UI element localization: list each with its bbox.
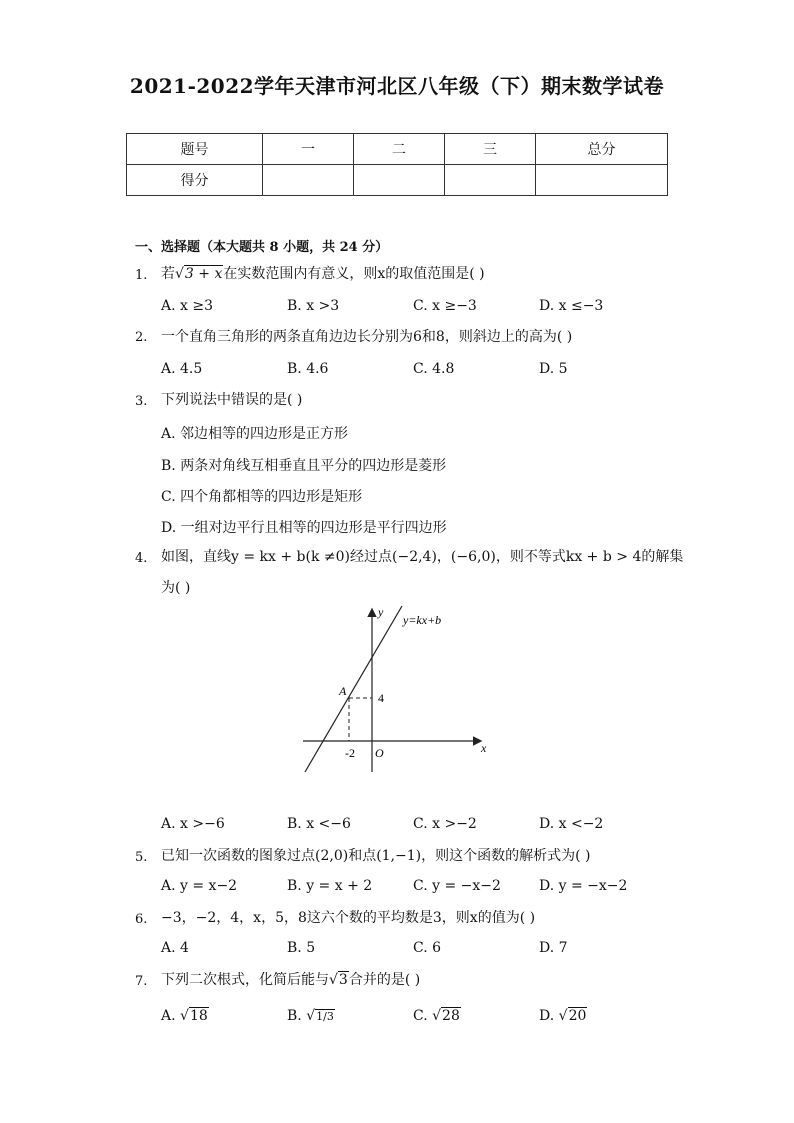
- table-cell: 得分: [127, 165, 263, 196]
- table-row: [127, 165, 668, 196]
- option-c: C. y = −x−2: [413, 878, 501, 894]
- sqrt-symbol: √28: [432, 1008, 460, 1024]
- question-text-pre: 若: [161, 266, 175, 282]
- option-a: A. x >−6: [161, 816, 225, 832]
- option-c: C. x >−2: [413, 816, 477, 832]
- radicand: 28: [442, 1008, 460, 1024]
- question-text: −3，−2，4，x，5，8这六个数的平均数是3，则x的值为( ): [161, 910, 536, 926]
- radicand: 1/3: [316, 1010, 334, 1023]
- option-a: A. y = x−2: [161, 878, 238, 894]
- option-d: [539, 1008, 587, 1024]
- table-cell: [354, 165, 445, 196]
- tick-label-x: -2: [345, 746, 355, 760]
- function-graph: [295, 600, 505, 780]
- question-text: [161, 970, 420, 990]
- option-c: C. 4.8: [413, 361, 455, 377]
- score-table: [126, 133, 668, 196]
- radicand: 18: [189, 1008, 208, 1024]
- question-text: 一个直角三角形的两条直角边边长分别为6和8，则斜边上的高为( ): [161, 329, 573, 345]
- option-b: B. 5: [287, 940, 316, 956]
- option-letter: D.: [539, 1008, 555, 1024]
- question-number: 1.: [135, 268, 148, 283]
- option-b: B. x <−6: [287, 816, 351, 832]
- option-d: D. y = −x−2: [539, 878, 628, 894]
- table-cell: [445, 165, 536, 196]
- table-cell: 题号: [127, 134, 263, 165]
- option-letter: A.: [161, 1008, 176, 1024]
- option-letter: C.: [413, 1008, 428, 1024]
- option-d: D. 一组对边平行且相等的四边形是平行四边形: [161, 520, 447, 536]
- table-row: [127, 134, 668, 165]
- option-c: C. x ≥−3: [413, 298, 477, 314]
- radicand: 3 + x: [184, 266, 223, 282]
- table-cell: 三: [445, 134, 536, 165]
- table-cell: 总分: [536, 134, 668, 165]
- x-axis-label: x: [481, 741, 487, 755]
- question-text: 已知一次函数的图象过点(2,0)和点(1,−1)，则这个函数的解析式为( ): [161, 848, 591, 864]
- tick-label-y: 4: [378, 691, 384, 705]
- option-d: D. 5: [539, 361, 568, 377]
- question-text-post: 合并的是( ): [348, 972, 421, 988]
- question-number: 4.: [135, 551, 148, 566]
- option-d: D. x ≤−3: [539, 298, 604, 314]
- table-cell: 一: [263, 134, 354, 165]
- option-a: A. 4.5: [161, 361, 203, 377]
- question-text-pre: 下列二次根式，化简后能与: [161, 972, 329, 988]
- sqrt-symbol: √1/3: [306, 1008, 334, 1024]
- option-b: B. 4.6: [287, 361, 329, 377]
- option-c: C. 四个角都相等的四边形是矩形: [161, 489, 363, 505]
- option-a: [161, 1008, 209, 1024]
- question-text: [161, 264, 485, 284]
- radicand: 20: [568, 1008, 587, 1024]
- sqrt-symbol: √18: [180, 1008, 208, 1024]
- question-number: 5.: [135, 850, 148, 865]
- line-label: y=kx+b: [403, 613, 442, 627]
- option-b: B. 两条对角线互相垂直且平分的四边形是菱形: [161, 458, 447, 474]
- option-letter: B.: [287, 1008, 302, 1024]
- table-cell: 二: [354, 134, 445, 165]
- question-text-cont: 为( ): [161, 580, 191, 596]
- question-text-post: 在实数范围内有意义，则x的取值范围是( ): [223, 266, 485, 282]
- option-b: B. x >3: [287, 298, 340, 314]
- y-axis-label: y: [378, 605, 384, 619]
- sqrt-symbol: √20: [558, 1008, 587, 1024]
- question-number: 7.: [135, 974, 148, 989]
- sqrt-symbol: √3: [329, 972, 348, 988]
- question-number: 3.: [135, 394, 148, 409]
- radicand: 3: [338, 972, 348, 988]
- option-b: [287, 1008, 335, 1024]
- section-heading: 一、选择题（本大题共 8 小题，共 24 分）: [135, 240, 389, 255]
- question-number: 2.: [135, 330, 148, 345]
- table-cell: [536, 165, 668, 196]
- page-title: 2021-2022学年天津市河北区八年级（下）期末数学试卷: [129, 74, 665, 98]
- question-text: 下列说法中错误的是( ): [161, 392, 303, 408]
- origin-label: O: [375, 746, 384, 760]
- option-c: [413, 1008, 461, 1024]
- sqrt-symbol: √3 + x: [175, 266, 223, 282]
- option-d: D. 7: [539, 940, 568, 956]
- option-a: A. 邻边相等的四边形是正方形: [161, 426, 349, 442]
- point-label: A: [339, 684, 347, 698]
- option-a: A. x ≥3: [161, 298, 213, 314]
- option-d: D. x <−2: [539, 816, 604, 832]
- table-cell: [263, 165, 354, 196]
- option-b: B. y = x + 2: [287, 878, 373, 894]
- option-c: C. 6: [413, 940, 442, 956]
- question-number: 6.: [135, 912, 148, 927]
- question-text: 如图，直线y = kx + b(k ≠0)经过点(−2,4)，(−6,0)，则不等式kx + b > 4的解集: [161, 549, 684, 565]
- option-a: A. 4: [161, 940, 189, 956]
